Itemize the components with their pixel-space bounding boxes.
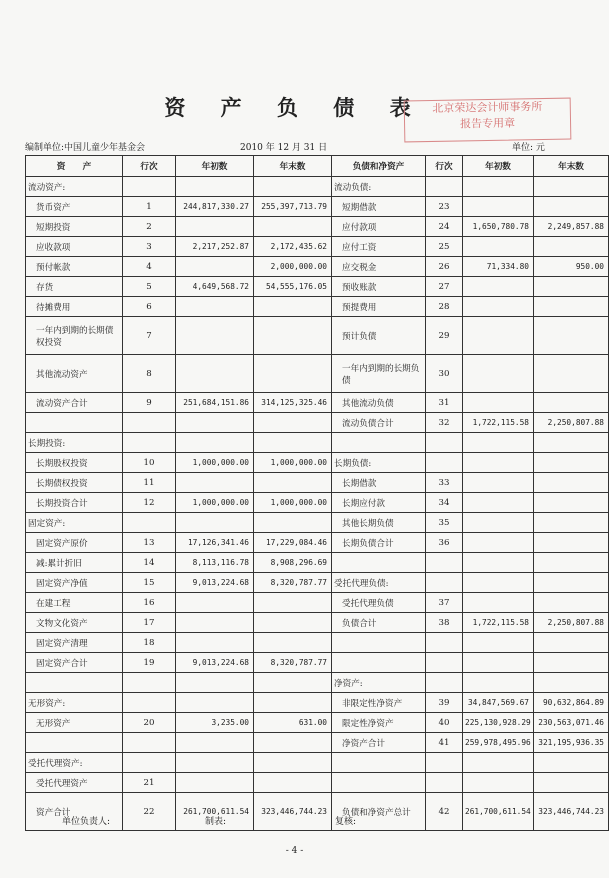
cell-r19-c3: [254, 593, 332, 613]
cell-r17-c2: 8,113,116.78: [176, 553, 254, 573]
cell-r9-c3: 314,125,325.46: [254, 393, 332, 413]
cell-r7-c1: 7: [123, 317, 176, 355]
cell-r24-c7: 90,632,864.89: [534, 693, 609, 713]
cell-r11-c6: [463, 433, 534, 453]
cell-r20-c7: 2,250,807.88: [534, 613, 609, 633]
cell-r22-c6: [463, 653, 534, 673]
cell-r6-c7: [534, 297, 609, 317]
cell-r18-c5: [426, 573, 463, 593]
cell-r11-c1: [123, 433, 176, 453]
cell-r8-c6: [463, 355, 534, 393]
table-row: [26, 573, 609, 593]
cell-r13-c4: 长期借款: [332, 473, 426, 493]
cell-r2-c3: [254, 217, 332, 237]
cell-r12-c6: [463, 453, 534, 473]
cell-r12-c1: 10: [123, 453, 176, 473]
currency-unit: 单位: 元: [512, 143, 545, 153]
cell-r15-c4: 其他长期负债: [332, 513, 426, 533]
header-end-2: 年末数: [534, 156, 609, 177]
cell-r18-c3: 8,320,787.77: [254, 573, 332, 593]
cell-r23-c5: [426, 673, 463, 693]
cell-r22-c7: [534, 653, 609, 673]
cell-r11-c3: [254, 433, 332, 453]
cell-r12-c0: 长期股权投资: [26, 453, 123, 473]
cell-r27-c2: [176, 753, 254, 773]
cell-r28-c5: [426, 773, 463, 793]
table-row: [26, 633, 609, 653]
cell-r21-c1: 18: [123, 633, 176, 653]
cell-r10-c1: [123, 413, 176, 433]
table-row: [26, 473, 609, 493]
cell-r25-c2: 3,235.00: [176, 713, 254, 733]
cell-r29-c4: 负债和净资产总计: [332, 793, 426, 831]
cell-r0-c7: [534, 177, 609, 197]
table-row: [26, 177, 609, 197]
cell-r3-c5: 25: [426, 237, 463, 257]
cell-r9-c1: 9: [123, 393, 176, 413]
cell-r16-c7: [534, 533, 609, 553]
cell-r20-c0: 文物文化资产: [26, 613, 123, 633]
cell-r28-c2: [176, 773, 254, 793]
table-row: [26, 793, 609, 831]
cell-r8-c1: 8: [123, 355, 176, 393]
cell-r3-c6: [463, 237, 534, 257]
cell-r13-c5: 33: [426, 473, 463, 493]
cell-r13-c1: 11: [123, 473, 176, 493]
cell-r9-c2: 251,684,151.86: [176, 393, 254, 413]
cell-r26-c6: 259,978,495.96: [463, 733, 534, 753]
table-row: [26, 355, 609, 393]
cell-r23-c7: [534, 673, 609, 693]
cell-r14-c0: 长期投资合计: [26, 493, 123, 513]
cell-r22-c3: 8,320,787.77: [254, 653, 332, 673]
cell-r15-c0: 固定资产:: [26, 513, 123, 533]
cell-r6-c3: [254, 297, 332, 317]
cell-r3-c3: 2,172,435.62: [254, 237, 332, 257]
cell-r20-c2: [176, 613, 254, 633]
cell-r15-c6: [463, 513, 534, 533]
cell-r22-c1: 19: [123, 653, 176, 673]
cell-r11-c0: 长期投资:: [26, 433, 123, 453]
cell-r27-c1: [123, 753, 176, 773]
cell-r17-c6: [463, 553, 534, 573]
cell-r13-c2: [176, 473, 254, 493]
cell-r27-c4: [332, 753, 426, 773]
cell-r21-c7: [534, 633, 609, 653]
table-row: [26, 317, 609, 355]
cell-r2-c2: [176, 217, 254, 237]
cell-r15-c1: [123, 513, 176, 533]
cell-r10-c7: 2,250,807.88: [534, 413, 609, 433]
balance-sheet-table: [25, 155, 609, 831]
cell-r21-c5: [426, 633, 463, 653]
table-row: [26, 217, 609, 237]
cell-r24-c1: [123, 693, 176, 713]
cell-r0-c2: [176, 177, 254, 197]
header-line-no: 行次: [123, 156, 176, 177]
cell-r27-c5: [426, 753, 463, 773]
cell-r18-c1: 15: [123, 573, 176, 593]
cell-r1-c7: [534, 197, 609, 217]
table-header-row: [26, 156, 609, 177]
cell-r0-c3: [254, 177, 332, 197]
cell-r7-c2: [176, 317, 254, 355]
page-number: - 4 -: [285, 846, 304, 856]
cell-r5-c4: 预收账款: [332, 277, 426, 297]
cell-r13-c3: [254, 473, 332, 493]
cell-r4-c0: 预付帐款: [26, 257, 123, 277]
cell-r6-c2: [176, 297, 254, 317]
table-row: [26, 533, 609, 553]
cell-r22-c4: [332, 653, 426, 673]
cell-r5-c0: 存货: [26, 277, 123, 297]
cell-r18-c2: 9,013,224.68: [176, 573, 254, 593]
header-begin-2: 年初数: [463, 156, 534, 177]
cell-r7-c6: [463, 317, 534, 355]
cell-r19-c2: [176, 593, 254, 613]
cell-r13-c7: [534, 473, 609, 493]
cell-r14-c4: 长期应付款: [332, 493, 426, 513]
cell-r12-c4: 长期负债:: [332, 453, 426, 473]
table-row: [26, 733, 609, 753]
cell-r29-c0: 资产合计: [26, 793, 123, 831]
cell-r8-c5: 30: [426, 355, 463, 393]
cell-r5-c5: 27: [426, 277, 463, 297]
cell-r11-c5: [426, 433, 463, 453]
cell-r2-c0: 短期投资: [26, 217, 123, 237]
cell-r5-c2: 4,649,568.72: [176, 277, 254, 297]
cell-r26-c4: 净资产合计: [332, 733, 426, 753]
cell-r26-c0: [26, 733, 123, 753]
cell-r8-c7: [534, 355, 609, 393]
table-row: [26, 493, 609, 513]
cell-r25-c1: 20: [123, 713, 176, 733]
page-title: 资 产 负 债 表: [164, 95, 425, 120]
header-line-no-2: 行次: [426, 156, 463, 177]
cell-r10-c4: 流动负债合计: [332, 413, 426, 433]
cell-r29-c6: 261,700,611.54: [463, 793, 534, 831]
cell-r17-c1: 14: [123, 553, 176, 573]
cell-r9-c7: [534, 393, 609, 413]
cell-r23-c1: [123, 673, 176, 693]
cell-r13-c0: 长期债权投资: [26, 473, 123, 493]
table-row: [26, 197, 609, 217]
cell-r18-c6: [463, 573, 534, 593]
cell-r15-c2: [176, 513, 254, 533]
cell-r17-c0: 减:累计折旧: [26, 553, 123, 573]
reporting-entity: 编制单位:中国儿童少年基金会: [25, 143, 146, 153]
cell-r8-c2: [176, 355, 254, 393]
cell-r25-c3: 631.00: [254, 713, 332, 733]
cell-r10-c3: [254, 413, 332, 433]
cell-r24-c6: 34,847,569.67: [463, 693, 534, 713]
cell-r28-c4: [332, 773, 426, 793]
cell-r10-c6: 1,722,115.58: [463, 413, 534, 433]
cell-r11-c7: [534, 433, 609, 453]
cell-r28-c3: [254, 773, 332, 793]
cell-r15-c3: [254, 513, 332, 533]
table-row: [26, 413, 609, 433]
cell-r27-c0: 受托代理资产:: [26, 753, 123, 773]
cell-r26-c2: [176, 733, 254, 753]
cell-r6-c0: 待摊费用: [26, 297, 123, 317]
cell-r25-c5: 40: [426, 713, 463, 733]
cell-r29-c3: 323,446,744.23: [254, 793, 332, 831]
table-row: [26, 673, 609, 693]
table-row: [26, 653, 609, 673]
cell-r20-c6: 1,722,115.58: [463, 613, 534, 633]
cell-r2-c1: 2: [123, 217, 176, 237]
cell-r21-c0: 固定资产清理: [26, 633, 123, 653]
cell-r18-c7: [534, 573, 609, 593]
cell-r17-c5: [426, 553, 463, 573]
cell-r10-c5: 32: [426, 413, 463, 433]
cell-r3-c2: 2,217,252.87: [176, 237, 254, 257]
footer-maker: 制表:: [205, 817, 227, 827]
cell-r1-c0: 货币资产: [26, 197, 123, 217]
cell-r2-c5: 24: [426, 217, 463, 237]
cell-r23-c0: [26, 673, 123, 693]
cell-r5-c1: 5: [123, 277, 176, 297]
cell-r6-c5: 28: [426, 297, 463, 317]
header-liabilities: 负债和净资产: [332, 156, 426, 177]
cell-r3-c0: 应收款项: [26, 237, 123, 257]
cell-r27-c3: [254, 753, 332, 773]
cell-r23-c6: [463, 673, 534, 693]
cell-r4-c7: 950.00: [534, 257, 609, 277]
cell-r2-c7: 2,249,857.88: [534, 217, 609, 237]
cell-r22-c2: 9,013,224.68: [176, 653, 254, 673]
cell-r8-c3: [254, 355, 332, 393]
table-row: [26, 713, 609, 733]
cell-r11-c2: [176, 433, 254, 453]
cell-r21-c3: [254, 633, 332, 653]
cell-r14-c6: [463, 493, 534, 513]
cell-r6-c4: 预提费用: [332, 297, 426, 317]
footer-head: 单位负责人:: [62, 817, 111, 827]
cell-r19-c1: 16: [123, 593, 176, 613]
cell-r1-c1: 1: [123, 197, 176, 217]
cell-r9-c0: 流动资产合计: [26, 393, 123, 413]
cell-r0-c6: [463, 177, 534, 197]
cell-r24-c0: 无形资产:: [26, 693, 123, 713]
cell-r1-c4: 短期借款: [332, 197, 426, 217]
table-row: [26, 257, 609, 277]
cell-r28-c1: 21: [123, 773, 176, 793]
cell-r26-c5: 41: [426, 733, 463, 753]
cell-r25-c4: 限定性净资产: [332, 713, 426, 733]
cell-r5-c6: [463, 277, 534, 297]
cell-r27-c6: [463, 753, 534, 773]
cell-r18-c4: 受托代理负债:: [332, 573, 426, 593]
cell-r2-c4: 应付款项: [332, 217, 426, 237]
cell-r0-c5: [426, 177, 463, 197]
cell-r4-c6: 71,334.80: [463, 257, 534, 277]
cell-r3-c1: 3: [123, 237, 176, 257]
cell-r2-c6: 1,650,780.78: [463, 217, 534, 237]
cell-r7-c0: 一年内到期的长期债权投资: [26, 317, 123, 355]
table-row: [26, 393, 609, 413]
cell-r3-c4: 应付工资: [332, 237, 426, 257]
header-begin: 年初数: [176, 156, 254, 177]
table-row: [26, 513, 609, 533]
header-end: 年末数: [254, 156, 332, 177]
cell-r24-c5: 39: [426, 693, 463, 713]
cell-r10-c2: [176, 413, 254, 433]
cell-r18-c0: 固定资产净值: [26, 573, 123, 593]
cell-r24-c3: [254, 693, 332, 713]
table-row: [26, 237, 609, 257]
cell-r4-c1: 4: [123, 257, 176, 277]
cell-r4-c3: 2,000,000.00: [254, 257, 332, 277]
cell-r28-c0: 受托代理资产: [26, 773, 123, 793]
table-row: [26, 613, 609, 633]
cell-r8-c0: 其他流动资产: [26, 355, 123, 393]
cell-r14-c1: 12: [123, 493, 176, 513]
cell-r14-c7: [534, 493, 609, 513]
cell-r22-c0: 固定资产合计: [26, 653, 123, 673]
cell-r25-c6: 225,130,928.29: [463, 713, 534, 733]
cell-r7-c5: 29: [426, 317, 463, 355]
cell-r1-c5: 23: [426, 197, 463, 217]
cell-r17-c4: [332, 553, 426, 573]
cell-r0-c0: 流动资产:: [26, 177, 123, 197]
cell-r25-c0: 无形资产: [26, 713, 123, 733]
table-row: [26, 693, 609, 713]
cell-r4-c4: 应交税金: [332, 257, 426, 277]
cell-r27-c7: [534, 753, 609, 773]
cell-r14-c3: 1,000,000.00: [254, 493, 332, 513]
cell-r26-c3: [254, 733, 332, 753]
cell-r20-c3: [254, 613, 332, 633]
cell-r6-c6: [463, 297, 534, 317]
stamp-line-1: 北京荣达会计师事务所: [432, 100, 543, 115]
cell-r19-c4: 受托代理负债: [332, 593, 426, 613]
cell-r21-c4: [332, 633, 426, 653]
cell-r5-c3: 54,555,176.05: [254, 277, 332, 297]
cell-r16-c0: 固定资产原价: [26, 533, 123, 553]
cell-r20-c4: 负债合计: [332, 613, 426, 633]
cell-r9-c4: 其他流动负债: [332, 393, 426, 413]
cell-r17-c3: 8,908,296.69: [254, 553, 332, 573]
auditor-stamp: [404, 98, 572, 143]
table-row: [26, 753, 609, 773]
cell-r29-c1: 22: [123, 793, 176, 831]
cell-r26-c1: [123, 733, 176, 753]
cell-r7-c3: [254, 317, 332, 355]
cell-r1-c6: [463, 197, 534, 217]
cell-r21-c6: [463, 633, 534, 653]
cell-r9-c5: 31: [426, 393, 463, 413]
cell-r16-c4: 长期负债合计: [332, 533, 426, 553]
cell-r0-c4: 流动负债:: [332, 177, 426, 197]
cell-r23-c4: 净资产:: [332, 673, 426, 693]
cell-r15-c7: [534, 513, 609, 533]
cell-r19-c0: 在建工程: [26, 593, 123, 613]
cell-r29-c5: 42: [426, 793, 463, 831]
cell-r14-c2: 1,000,000.00: [176, 493, 254, 513]
cell-r12-c2: 1,000,000.00: [176, 453, 254, 473]
table-row: [26, 433, 609, 453]
cell-r26-c7: 321,195,936.35: [534, 733, 609, 753]
table-row: [26, 277, 609, 297]
cell-r14-c5: 34: [426, 493, 463, 513]
cell-r1-c2: 244,817,330.27: [176, 197, 254, 217]
cell-r4-c2: [176, 257, 254, 277]
cell-r12-c3: 1,000,000.00: [254, 453, 332, 473]
cell-r24-c2: [176, 693, 254, 713]
cell-r15-c5: 35: [426, 513, 463, 533]
cell-r16-c3: 17,229,084.46: [254, 533, 332, 553]
cell-r29-c2: 261,700,611.54: [176, 793, 254, 831]
stamp-line-2: 报告专用章: [459, 116, 516, 131]
cell-r9-c6: [463, 393, 534, 413]
header-assets: 资 产: [26, 156, 123, 177]
cell-r12-c5: [426, 453, 463, 473]
cell-r3-c7: [534, 237, 609, 257]
cell-r6-c1: 6: [123, 297, 176, 317]
cell-r16-c1: 13: [123, 533, 176, 553]
cell-r22-c5: [426, 653, 463, 673]
cell-r16-c2: 17,126,341.46: [176, 533, 254, 553]
cell-r11-c4: [332, 433, 426, 453]
cell-r17-c7: [534, 553, 609, 573]
cell-r7-c4: 预计负债: [332, 317, 426, 355]
cell-r13-c6: [463, 473, 534, 493]
cell-r21-c2: [176, 633, 254, 653]
cell-r4-c5: 26: [426, 257, 463, 277]
cell-r20-c1: 17: [123, 613, 176, 633]
cell-r23-c3: [254, 673, 332, 693]
cell-r28-c7: [534, 773, 609, 793]
cell-r12-c7: [534, 453, 609, 473]
cell-r19-c6: [463, 593, 534, 613]
cell-r28-c6: [463, 773, 534, 793]
cell-r10-c0: [26, 413, 123, 433]
table-row: [26, 773, 609, 793]
cell-r0-c1: [123, 177, 176, 197]
cell-r25-c7: 230,563,071.46: [534, 713, 609, 733]
cell-r24-c4: 非限定性净资产: [332, 693, 426, 713]
table-row: [26, 593, 609, 613]
footer-reviewer: 复核:: [335, 817, 357, 827]
cell-r8-c4: 一年内到期的长期负债: [332, 355, 426, 393]
cell-r20-c5: 38: [426, 613, 463, 633]
cell-r19-c5: 37: [426, 593, 463, 613]
report-date: 2010 年 12 月 31 日: [240, 143, 328, 153]
table-row: [26, 553, 609, 573]
cell-r5-c7: [534, 277, 609, 297]
cell-r1-c3: 255,397,713.79: [254, 197, 332, 217]
table-row: [26, 453, 609, 473]
cell-r7-c7: [534, 317, 609, 355]
cell-r16-c5: 36: [426, 533, 463, 553]
cell-r19-c7: [534, 593, 609, 613]
cell-r16-c6: [463, 533, 534, 553]
cell-r29-c7: 323,446,744.23: [534, 793, 609, 831]
table-row: [26, 297, 609, 317]
cell-r23-c2: [176, 673, 254, 693]
